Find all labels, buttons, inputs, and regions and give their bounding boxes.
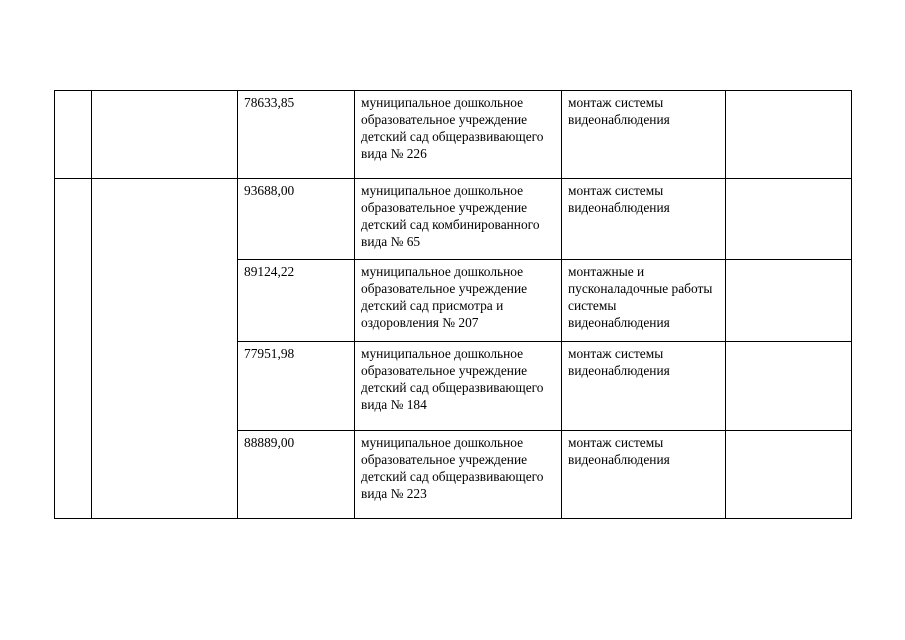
table-cell-amount bbox=[238, 179, 355, 260]
institution-text: муниципальное дошкольное образовательное учреждение детский сад общеразвивающего вида № 226 bbox=[361, 95, 544, 161]
table-cell-work bbox=[562, 342, 726, 431]
institution-text: муниципальное дошкольное образовательное учреждение детский сад присмотра и оздоровления № 207 bbox=[361, 264, 528, 330]
table-cell-note bbox=[726, 342, 852, 431]
table-cell-institution bbox=[355, 260, 562, 342]
table-cell-note bbox=[726, 260, 852, 342]
work-text: монтаж системы видеонаблюдения bbox=[568, 183, 670, 215]
table-cell-index bbox=[55, 91, 92, 179]
table-cell-work bbox=[562, 91, 726, 179]
table-cell-amount bbox=[238, 431, 355, 519]
table-cell-institution bbox=[355, 342, 562, 431]
institution-text: муниципальное дошкольное образовательное учреждение детский сад общеразвивающего вида № 223 bbox=[361, 435, 544, 501]
table-cell-amount bbox=[238, 342, 355, 431]
amount-text: 89124,22 bbox=[244, 264, 295, 279]
table-cell-amount bbox=[238, 91, 355, 179]
table-cell-institution bbox=[355, 179, 562, 260]
table-cell-work bbox=[562, 431, 726, 519]
amount-text: 78633,85 bbox=[244, 95, 295, 110]
institution-text: муниципальное дошкольное образовательное учреждение детский сад общеразвивающего вида № 184 bbox=[361, 346, 544, 412]
table-cell-note bbox=[726, 431, 852, 519]
table-cell-work bbox=[562, 179, 726, 260]
amount-text: 88889,00 bbox=[244, 435, 295, 450]
table-cell-note bbox=[726, 91, 852, 179]
table-cell-index bbox=[55, 179, 92, 519]
table-cell-note bbox=[726, 179, 852, 260]
table-row bbox=[55, 179, 852, 260]
amount-text: 77951,98 bbox=[244, 346, 295, 361]
table-cell-group bbox=[92, 91, 238, 179]
work-text: монтаж системы видеонаблюдения bbox=[568, 346, 670, 378]
table-cell-amount bbox=[238, 260, 355, 342]
table-cell-work bbox=[562, 260, 726, 342]
amount-text: 93688,00 bbox=[244, 183, 295, 198]
table-cell-group bbox=[92, 179, 238, 519]
table-row bbox=[55, 91, 852, 179]
work-text: монтаж системы видеонаблюдения bbox=[568, 95, 670, 127]
institution-text: муниципальное дошкольное образовательное учреждение детский сад комбинированного вида № 65 bbox=[361, 183, 540, 249]
contracts-table bbox=[54, 90, 852, 519]
table-cell-institution bbox=[355, 431, 562, 519]
table-cell-institution bbox=[355, 91, 562, 179]
work-text: монтажные и пусконаладочные работы системы видеонаблюдения bbox=[568, 264, 713, 330]
work-text: монтаж системы видеонаблюдения bbox=[568, 435, 670, 467]
